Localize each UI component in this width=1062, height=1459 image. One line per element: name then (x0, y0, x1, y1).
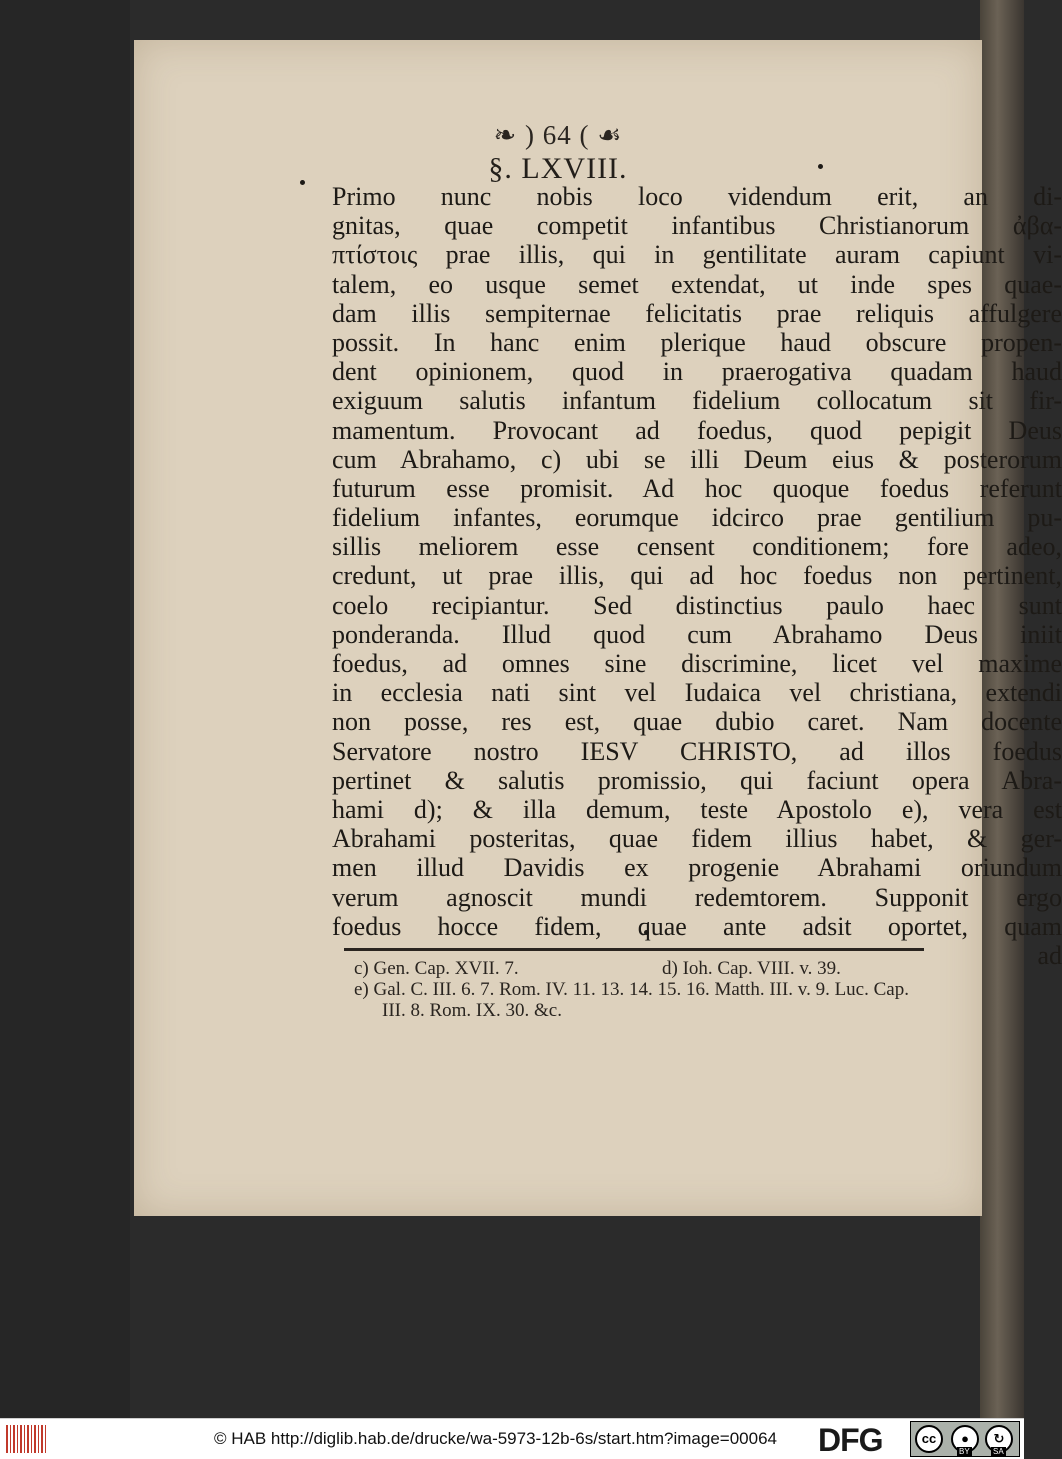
text-line: ponderanda. Illud quod cum Abrahamo Deus iniit (332, 619, 1062, 649)
library-barcode-icon (6, 1425, 48, 1453)
footnote-c: c) Gen. Cap. XVII. 7. (354, 958, 519, 979)
footer-bar (0, 1418, 1024, 1459)
text-line: dent opinionem, quod in praerogativa quadam haud (332, 357, 1062, 387)
text-line: exiguum salutis infantum fidelium collocatum sit fir- (332, 386, 1062, 416)
text-line: futurum esse promisit. Ad hoc quoque foedus referunt (332, 473, 1062, 503)
page-number-header: ❧ ) 64 ( ☙ (493, 120, 623, 150)
text-line: talem, eo usque semet extendat, ut inde spes quae- (332, 269, 1062, 299)
catchword: ad (1037, 940, 1062, 970)
attribution-icon: ● (951, 1425, 979, 1453)
footnote-rule (344, 948, 924, 951)
footnote-row (354, 958, 924, 979)
cc-license-badge[interactable] (910, 1421, 1020, 1457)
text-line: credunt, ut prae illis, qui ad hoc foedus non pertinent, (332, 561, 1062, 591)
text-line: fidelium infantes, eorumque idcirco prae gentilium pu- (332, 503, 1062, 533)
ink-speck (300, 180, 305, 185)
text-line: hami d); & illa demum, teste Apostolo e), vera est (332, 794, 1062, 824)
footnote-d: d) Ioh. Cap. VIII. v. 39. (662, 958, 841, 979)
text-line: non posse, res est, quae dubio caret. Nam docente (332, 707, 1062, 737)
scan-background-left (0, 0, 130, 1418)
text-line: foedus, ad omnes sine discrimine, licet vel maxime (332, 649, 1062, 678)
text-line: coelo recipiantur. Sed distinctius paulo haec sunt (332, 590, 1062, 620)
ink-speck (818, 164, 823, 169)
text-line: gnitas, quae competit infantibus Christianorum ἀβα- (332, 211, 1062, 241)
book-page (134, 40, 1062, 1216)
text-line: men illud Davidis ex progenie Abrahami oriundum (332, 853, 1062, 883)
section-heading: §. LXVIII. (488, 152, 628, 185)
text-line: verum agnoscit mundi redemtorem. Supponit ergo (332, 882, 1062, 912)
text-line: possit. In hanc enim plerique haud obscure propen- (332, 327, 1062, 357)
text-line: dam illis sempiternae felicitatis prae reliquis affulgere (332, 298, 1062, 328)
share-alike-icon: ↻ (985, 1425, 1013, 1453)
footnote-e: e) Gal. C. III. 6. 7. Rom. IV. 11. 13. 14. 15. 16. Matth. III. v. 9. Luc. Cap. (354, 979, 909, 1000)
text-line: in ecclesia nati sint vel Iudaica vel christiana, extendi (332, 678, 1062, 708)
footnotes (354, 958, 924, 1021)
dfg-logo: DFG (818, 1422, 883, 1458)
sa-label: SA (993, 1447, 1004, 1456)
body-text (332, 182, 1062, 970)
text-line: πτίστοις prae illis, qui in gentilitate auram capiunt vi- (332, 240, 1062, 270)
text-line: Abrahami posteritas, quae fidem illius habet, & ger- (332, 824, 1062, 854)
text-line: cum Abrahamo, c) ubi se illi Deum eius & posterorum (332, 444, 1062, 474)
text-line: Servatore nostro IESV CHRISTO, ad illos foedus (332, 736, 1062, 766)
text-line: mamentum. Provocant ad foedus, quod pepigit Deus (332, 415, 1062, 445)
cc-icon: cc (915, 1425, 943, 1453)
by-label: BY (959, 1447, 970, 1456)
text-line: foedus hocce fidem, quae ante adsit oportet, quam (332, 911, 1062, 941)
text-line: sillis meliorem esse censent conditionem; fore adeo, (332, 532, 1062, 562)
text-line: Primo nunc nobis loco videndum erit, an di- (332, 182, 1062, 211)
source-link[interactable]: © HAB http://diglib.hab.de/drucke/wa-5973-12b-6s/start.htm?image=00064 (214, 1429, 777, 1448)
text-line: pertinet & salutis promissio, qui faciunt opera Abra- (332, 765, 1062, 795)
footnote-e-continuation: III. 8. Rom. IX. 30. &c. (382, 1000, 562, 1021)
